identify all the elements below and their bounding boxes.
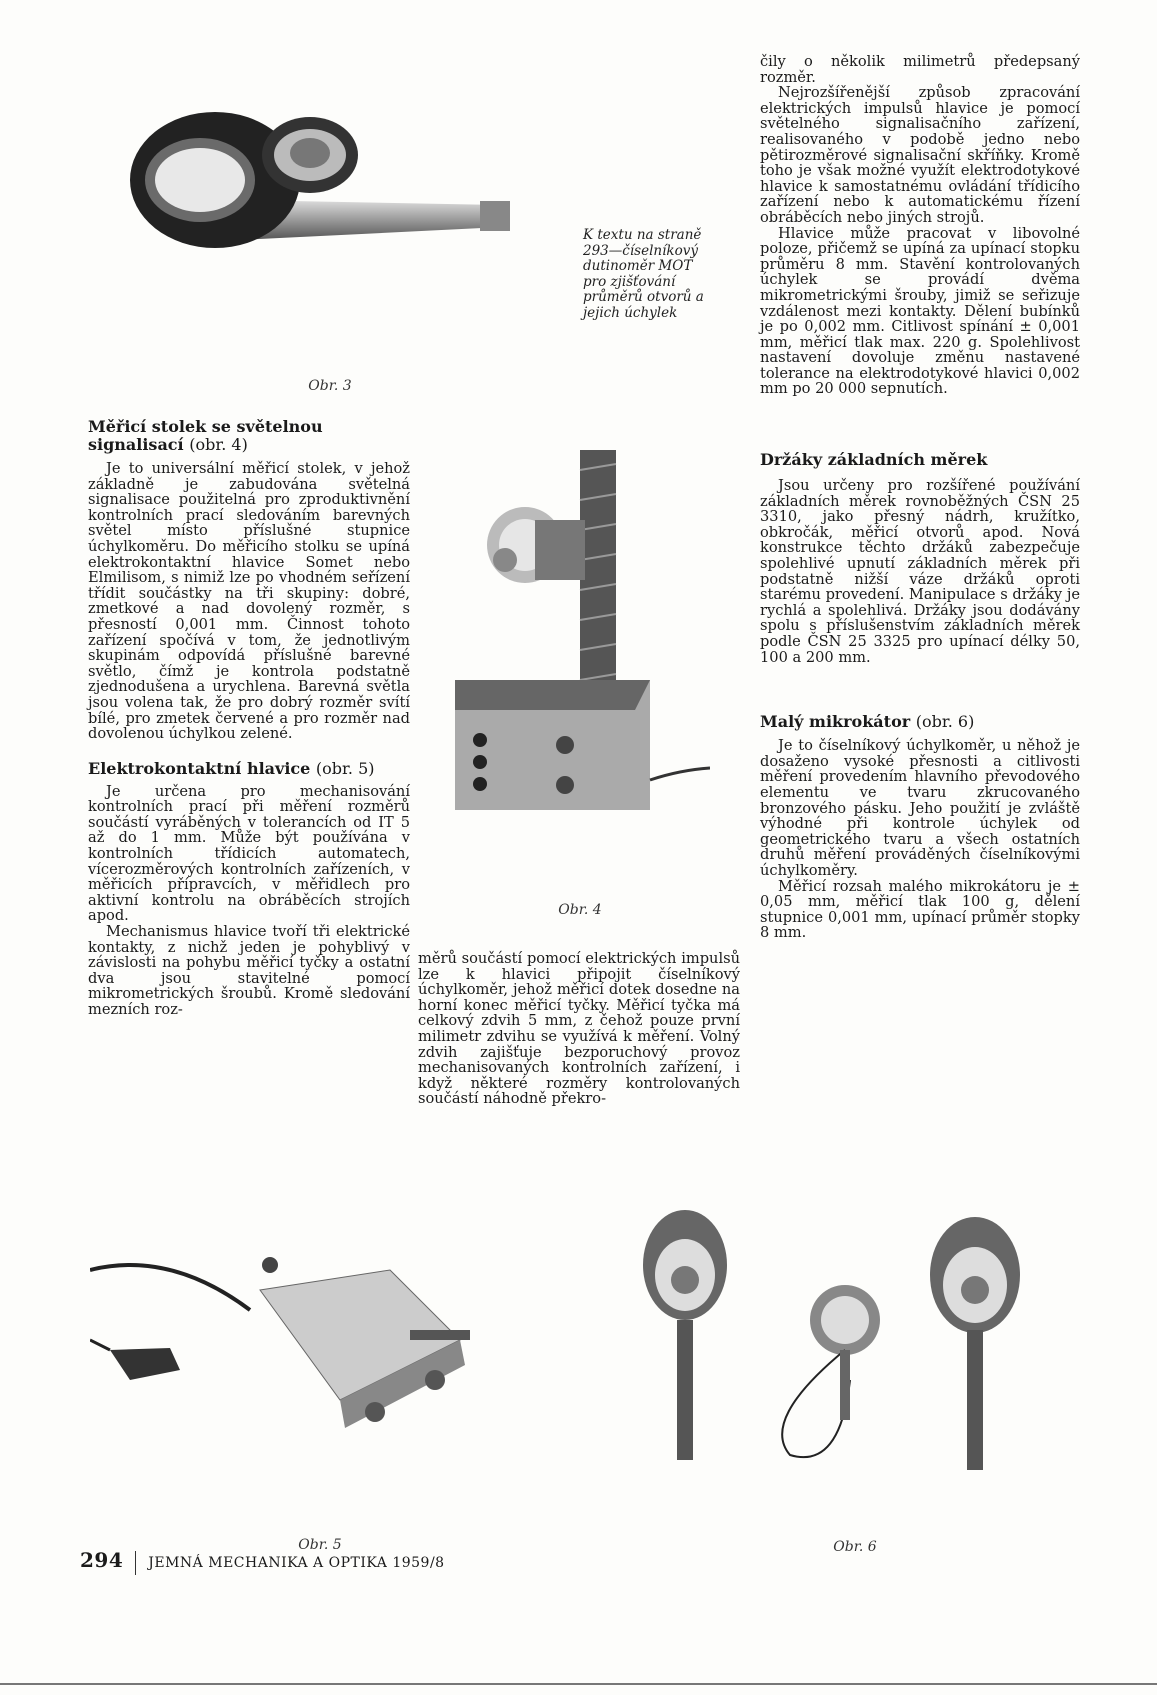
heading-electrocontact-head-ref: (obr. 5) (315, 758, 375, 778)
heading-measuring-table (88, 418, 410, 454)
column-right (760, 54, 1080, 941)
paragraph: Jsou určeny pro rozšířené používání základních měrek rovnoběžných ČSN 25 3310, jako přesný nádrh, kružítko, obkročák, měřicí otvorů apod. Nová konstrukce těchto držáků zabezpečuje spolehlivé upnutí základních měrek při podstatně nižší váze držáků oproti starému provedení. Manipulace s držáky je rychlá a spolehlivá. Držáky jsou dodávány spolu s příslušenstvím základních měrek podle ČSN 25 3325 pro upínací délky 50, 100 a 200 mm. (760, 477, 1080, 666)
paragraph: Mechanismus hlavice tvoří tři elektrické kontakty, z nichž jeden je pohyblivý v závislosti na pohybu měřicí tyčky a ostatní dva jsou stavitelné pomocí mikrometrických šroubů. Kromě sledování mezních roz- (88, 923, 410, 1018)
paragraph: Měřicí rozsah malého mikrokátoru je ± 0,05 mm, měřicí tlak 100 g, dělení stupnice 0,001 mm, upínací průměr stopky 8 mm. (760, 877, 1080, 942)
figure-4-measuring-table-photo (440, 450, 710, 845)
paragraph: Je to číselníkový úchylkoměr, u něhož je dosaženo vysoké přesnosti a citlivosti měření provedením hlavního převodového elementu ve tvaru zkrucovaného bronzového pásku. Jeho použití je zvláště výhodné při kontrole úchylek od geometrického tvaru a všech ostatních druhů měření prováděných číselníkovými úchylkoměry. (760, 737, 1080, 879)
figure-4-caption: Obr. 4 (558, 902, 602, 918)
bottom-rule (0, 1683, 1157, 1685)
figure-side-caption: K textu na straně 293—číselníkový dutinoměr MOT pro zjišťování průměrů otvorů a jejich úchylek (583, 227, 704, 321)
column-left (88, 418, 410, 1018)
paragraph: Je to universální měřicí stolek, v jehož základně je zabudována světelná signalisace použitelná pro zproduktivnění kontrolních prací sledováním barevných světel místo příslušné stupnice úchylkoměru. Do měřicího stolku se upíná elektrokontaktní hlavice Somet nebo Elmilisom, s nimiž lze po vhodném seřízení třídit součástky na tři skupiny: dobré, zmetkové a nad dovolený rozměr, s přesností 0,001 mm. Činnost tohoto zařízení spočívá v tom, že jednotlivým skupinám odpovídá příslušné barevné světlo, čímž je kontrola podstatně zjednodušena a urychlena. Barevná světla jsou volena tak, že pro dobrý rozměr svítí bílé, pro zmetek červené a pro rozměr nad dovolenou úchylkou zelené. (88, 460, 410, 743)
page-number: 294 (80, 1548, 124, 1572)
paragraph: čily o několik milimetrů předepsaný rozměr. (760, 53, 1080, 86)
paragraph: Je určena pro mechanisování kontrolních prací při měření rozměrů součástí vyráběných v tolerancích od IT 5 až do 1 mm. Může být používána v kontrolních třídicích automatech, vícerozměrových kontrolních zařízeních, v měřicích přípravcích, v měřidlech pro aktivní kontrolu na obráběcích strojích apod. (88, 782, 410, 925)
figure-5-caption: Obr. 5 (298, 1537, 342, 1553)
figure-3-caption: Obr. 3 (308, 378, 352, 394)
figure-3-bore-gauge-photo (120, 55, 540, 285)
paragraph: Hlavice může pracovat v libovolné poloze, přičemž se upíná za upínací stopku průměru 8 mm. Stavění kontrolovaných úchylek se provádí dvěma mikrometrickými šrouby, jimiž se seřizuje vzdálenost mezi kontakty. Dělení bubínků je po 0,002 mm. Citlivost spínání ± 0,001 mm, měřicí tlak max. 220 g. Spolehlivost nastavení dovoluje změnu nastavené tolerance na elektrodotykové hlavici 0,002 mm po 20 000 sepnutích. (760, 224, 1080, 398)
figure-6-caption: Obr. 6 (833, 1539, 877, 1555)
page-footer (80, 1548, 445, 1575)
column-middle (418, 951, 740, 1107)
paragraph: měrů součástí pomocí elektrických impulsů lze k hlavici připojit číselníkový úchylkoměr, jehož měřicí dotek dosedne na horní konec měřicí tyčky. Měřicí tyčka má celkový zdvih 5 mm, z čehož pouze první milimetr zdvihu se využívá k měření. Volný zdvih zajišťuje bezporuchový provoz mechanisovaných kontrolních zařízení, i když některé rozměry kontrolovaných součástí náhodně překro- (418, 950, 740, 1108)
heading-measuring-table-ref: (obr. 4) (189, 435, 248, 454)
figure-6-microcators-photo (640, 1200, 1080, 1475)
heading-electrocontact-head-title: Elektrokontaktní hlavice (88, 758, 311, 778)
heading-small-microcator-ref: (obr. 6) (915, 712, 975, 732)
heading-electrocontact-head (88, 760, 410, 778)
journal-title: JEMNÁ MECHANIKA A OPTIKA 1959/8 (148, 1555, 445, 1571)
paragraph: Nejrozšířenější způsob zpracování elektrických impulsů hlavice je pomocí světelného signalisačního zařízení, realisovaného v podobě jedno nebo pětirozměrové signalisační skříňky. Kromě toho je však možné využít elektrodotykové hlavice k samostatnému ovládání třídicího zařízení nebo k automatickému řízení obráběcích nebo jiných strojů. (760, 84, 1080, 226)
heading-small-microcator-title: Malý mikrokátor (760, 712, 911, 732)
figure-5-electrocontact-head-photo (90, 1230, 510, 1445)
heading-small-microcator (760, 713, 1080, 731)
heading-measuring-table-title: Měřicí stolek se světelnou signalisací (88, 417, 323, 454)
footer-divider (135, 1551, 136, 1575)
heading-gauge-block-holders: Držáky základních měrek (760, 450, 988, 470)
